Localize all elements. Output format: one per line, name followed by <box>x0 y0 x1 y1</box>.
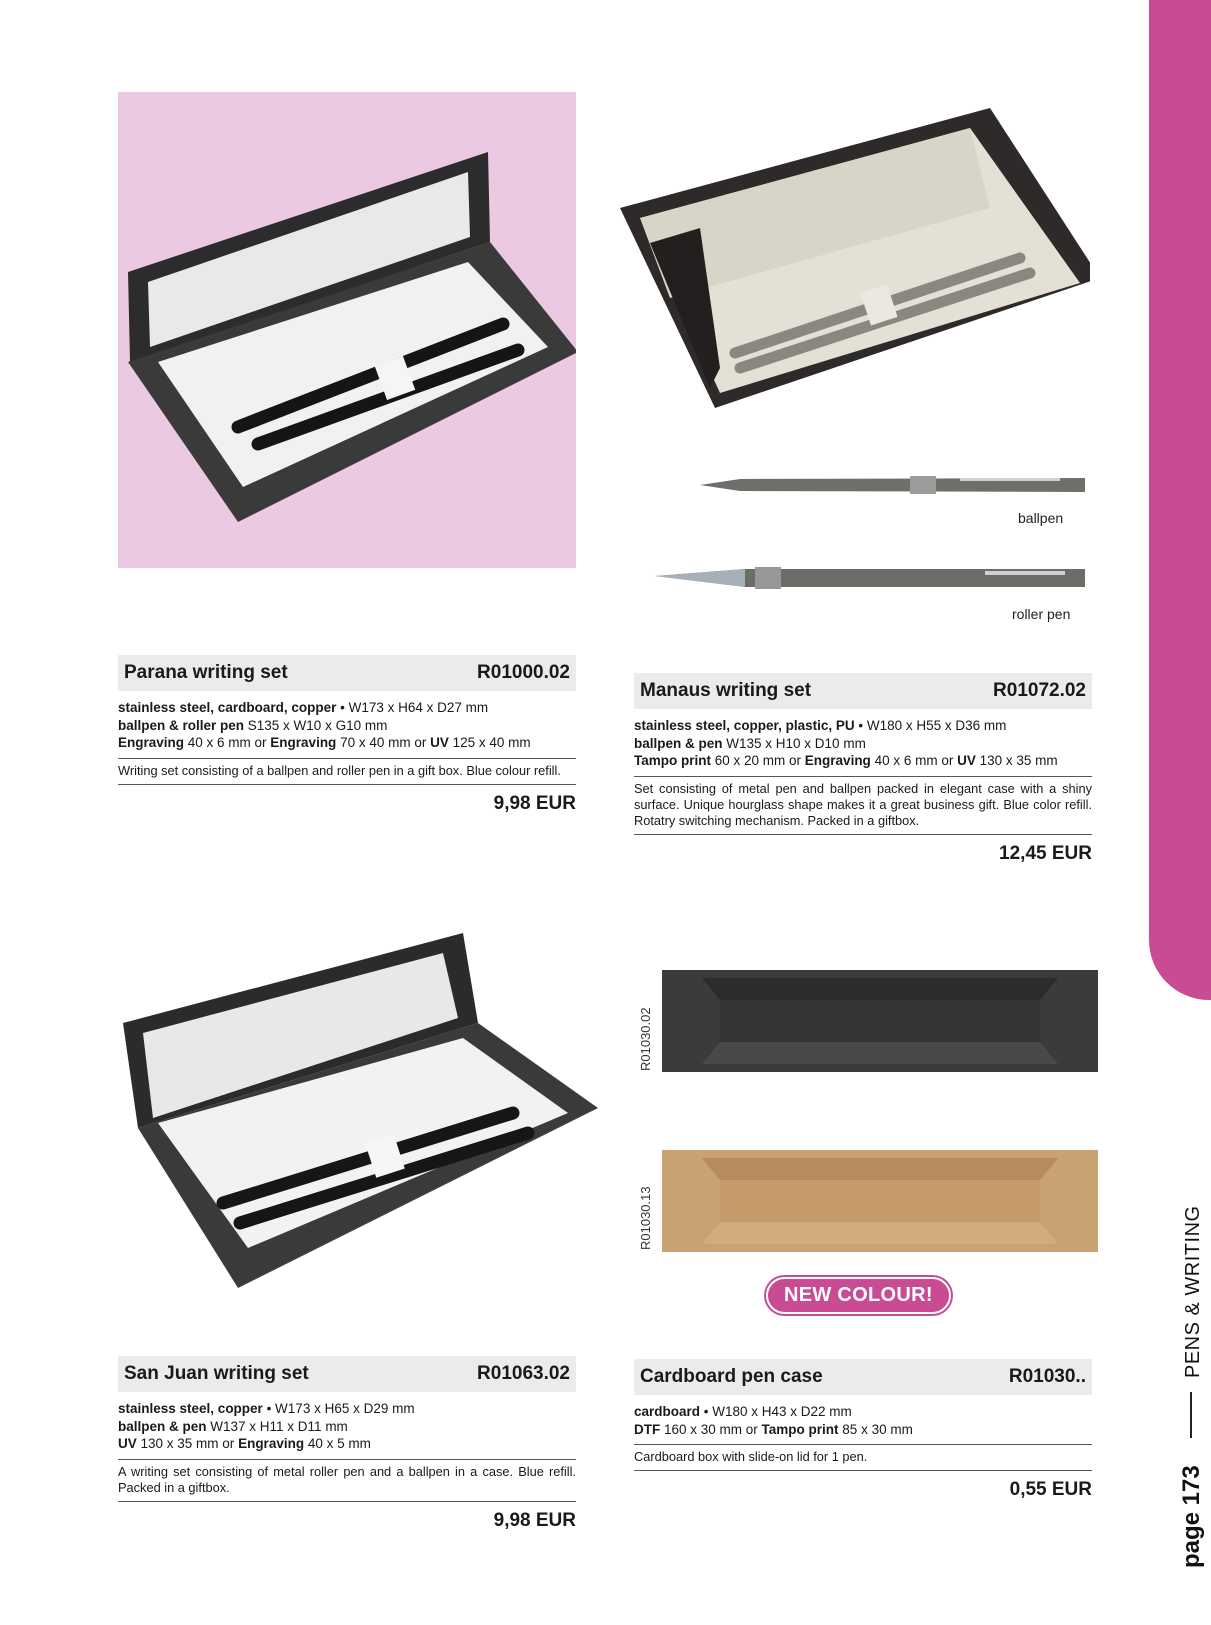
spec-print-method: Tampo print <box>634 753 711 768</box>
spec-print-size: 40 x 5 mm <box>304 1436 371 1451</box>
variant-code-kraft: R01030.13 <box>638 1186 653 1250</box>
product-price: 9,98 EUR <box>493 792 576 814</box>
spec-material: stainless steel, copper, plastic, PU <box>634 718 855 733</box>
manaus-photo <box>610 68 1090 538</box>
san-juan-photo <box>118 928 598 1293</box>
spec-item: ballpen & pen <box>118 1418 207 1434</box>
product-description: Writing set consisting of a ballpen and roller pen in a gift box. Blue colour refill. <box>118 762 561 778</box>
san-juan-info <box>118 1356 576 1532</box>
product-specs <box>118 699 576 752</box>
spec-print-size: 40 x 6 mm or <box>184 735 271 750</box>
product-name: Cardboard pen case <box>640 1366 823 1387</box>
spec-print-method: Engraving <box>804 753 871 768</box>
product-code: R01000.02 <box>477 662 570 683</box>
spec-print-method: Engraving <box>270 735 337 750</box>
product-specs <box>634 1403 1092 1438</box>
section-divider <box>1190 1392 1192 1438</box>
product-specs <box>634 717 1092 770</box>
product-name: Parana writing set <box>124 662 288 683</box>
roller-pen-caption: roller pen <box>1012 606 1071 622</box>
parana-info <box>118 655 576 815</box>
product-description: A writing set consisting of metal roller pen and a ballpen in a case. Blue refill. Packed in a giftbox. <box>118 1463 576 1495</box>
spec-item-size: W135 x H10 x D10 mm <box>722 735 866 751</box>
spec-print-size: 160 x 30 mm or <box>660 1421 762 1437</box>
spec-item: ballpen & roller pen <box>118 717 245 733</box>
product-name: Manaus writing set <box>640 680 812 701</box>
page-number: page 173 <box>1178 1465 1205 1568</box>
section-label: PENS & WRITING <box>1182 1205 1204 1378</box>
spec-print-size: 60 x 20 mm or <box>711 753 805 768</box>
variant-code-black: R01030.02 <box>638 1007 653 1071</box>
product-specs <box>118 1400 576 1453</box>
ballpen-photo <box>700 475 1085 495</box>
product-name: San Juan writing set <box>124 1363 309 1384</box>
spec-print-method: Tampo print <box>761 1421 839 1437</box>
spec-dimensions: • W173 x H65 x D29 mm <box>262 1401 415 1416</box>
product-title-bar <box>118 655 576 691</box>
product-title-bar <box>634 1359 1092 1395</box>
spec-item-size: W137 x H11 x D11 mm <box>206 1418 348 1434</box>
spec-dimensions: • W173 x H64 x D27 mm <box>336 700 489 715</box>
product-title-bar <box>634 673 1092 709</box>
product-description: Cardboard box with slide-on lid for 1 pen. <box>634 1449 868 1464</box>
kraft-case-photo <box>662 1150 1098 1252</box>
spec-dimensions: • W180 x H43 x D22 mm <box>700 1404 852 1419</box>
spec-print-method: UV <box>957 753 976 768</box>
manaus-info <box>634 673 1092 865</box>
product-price: 9,98 EUR <box>493 1509 576 1531</box>
black-case-photo <box>662 970 1098 1072</box>
product-code: R01030.. <box>1008 1366 1086 1387</box>
spec-material: stainless steel, copper <box>118 1401 263 1416</box>
spec-item: ballpen & pen <box>634 735 723 751</box>
product-code: R01063.02 <box>477 1363 570 1384</box>
section-tab <box>1149 0 1211 1000</box>
parana-photo <box>118 92 576 568</box>
spec-print-size: 125 x 40 mm <box>448 735 531 750</box>
spec-print-method: Engraving <box>238 1436 305 1451</box>
ballpen-caption: ballpen <box>1018 510 1064 526</box>
spec-print-method: DTF <box>634 1421 661 1437</box>
spec-print-size: 40 x 6 mm or <box>870 753 958 768</box>
product-description: Set consisting of metal pen and ballpen packed in elegant case with a shiny surface. Unique hourglass shape makes it a great business gift. Blue color refill. Rotatry switching mechanism. Packed in a giftbox. <box>634 780 1092 828</box>
spec-material: stainless steel, cardboard, copper <box>118 700 337 715</box>
product-price: 12,45 EUR <box>999 842 1092 864</box>
spec-print-method: UV <box>430 735 449 750</box>
new-colour-badge: NEW COLOUR! <box>766 1277 951 1314</box>
spec-dimensions: • W180 x H55 x D36 mm <box>854 718 1007 733</box>
product-title-bar <box>118 1356 576 1392</box>
roller-pen-photo <box>655 565 1085 591</box>
spec-print-size: 70 x 40 mm or <box>336 735 431 750</box>
spec-print-method: Engraving <box>118 735 185 750</box>
spec-item-size: S135 x W10 x G10 mm <box>244 717 388 733</box>
spec-print-method: UV <box>118 1436 137 1451</box>
product-price: 0,55 EUR <box>1009 1479 1092 1500</box>
spec-print-size: 130 x 35 mm or <box>136 1436 239 1451</box>
product-code: R01072.02 <box>993 680 1086 701</box>
spec-print-size: 130 x 35 mm <box>975 753 1058 768</box>
cardboard-case-info <box>634 1359 1092 1501</box>
spec-material: cardboard <box>634 1404 701 1419</box>
spec-print-size: 85 x 30 mm <box>838 1421 913 1437</box>
